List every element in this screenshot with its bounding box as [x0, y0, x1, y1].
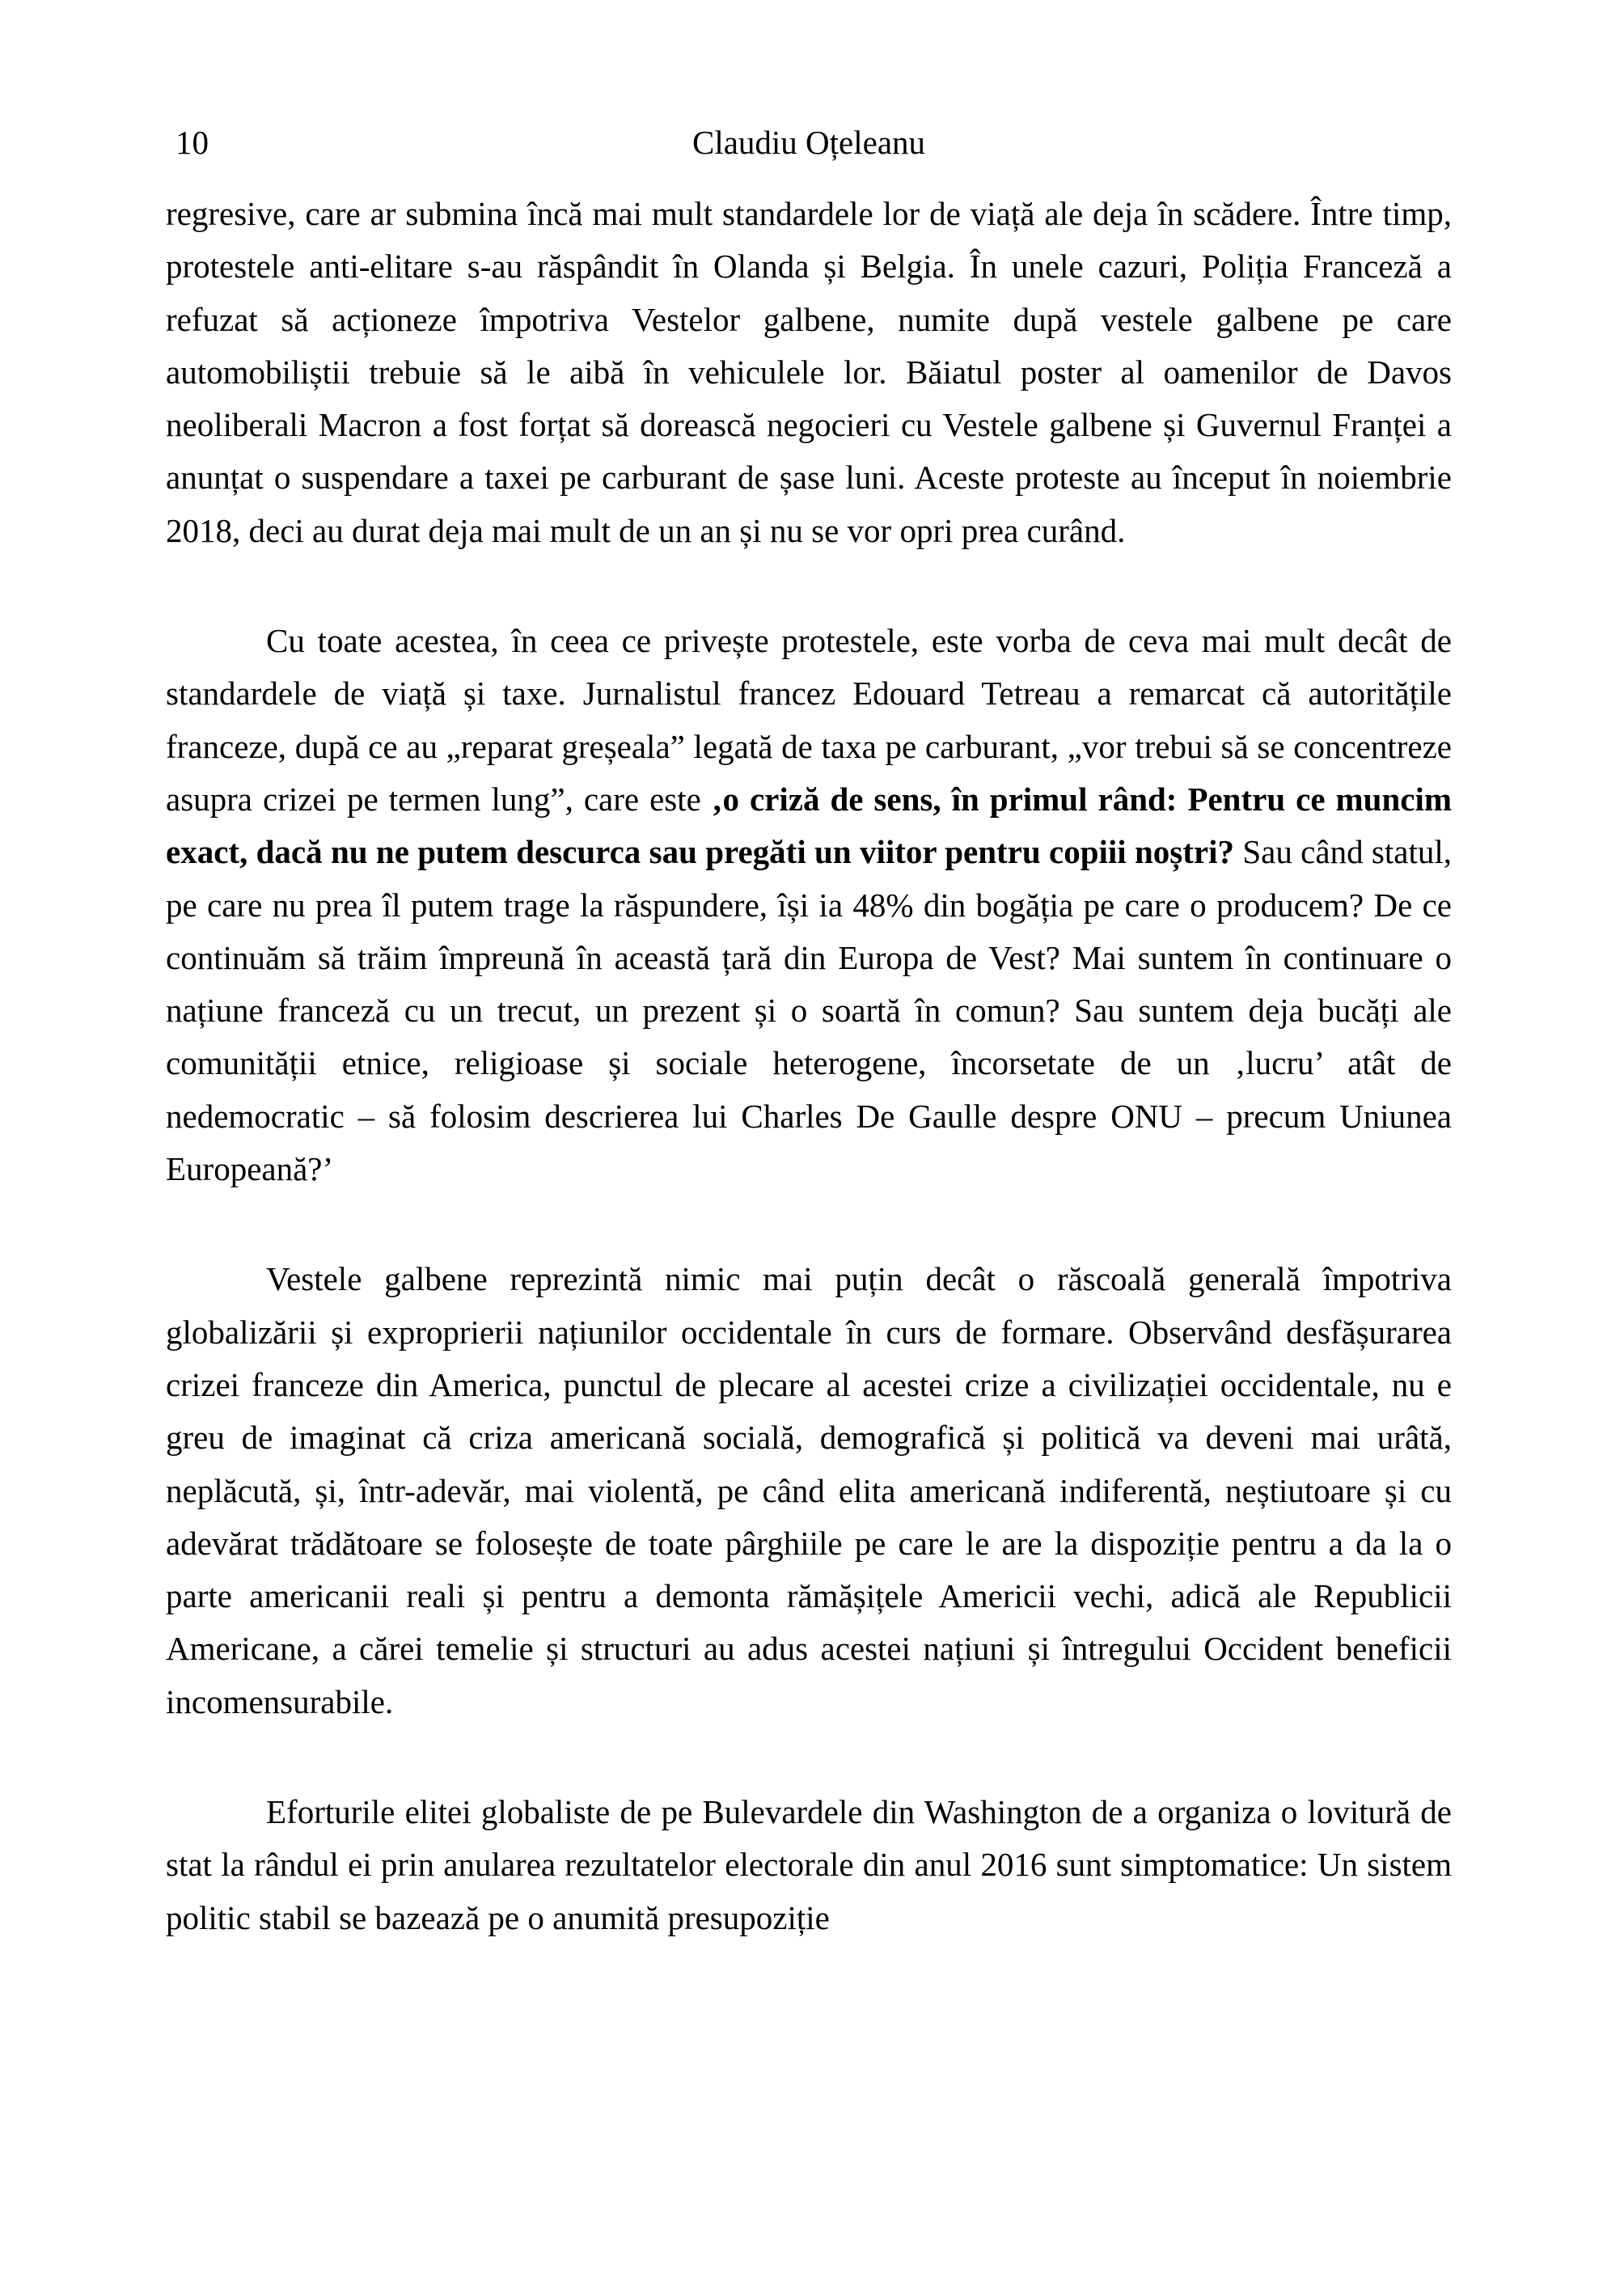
- text-segment: Eforturile elitei globaliste de pe Bulevardele din Washington de a organiza o lovitură de stat la rândul ei prin anularea rezultatelor electorale din anul 2016 sunt simptomatice: Un sistem politic stabil se bazează pe o anumită presupoziție: [166, 1793, 1452, 1936]
- text-segment: Vestele galbene reprezintă nimic mai puțin decât o răscoală generală împotriva globalizării și exproprierii națiunilor occidentale în curs de formare. Observând desfășurarea crizei franceze din America, punctul de plecare al acestei crize a civilizației occidentale, nu e greu de imaginat că criza americană socială, demografică și politică va deveni mai urâtă, neplăcută, și, într-adevăr, mai violentă, pe când elita americană indiferentă, neștiutoare și cu adevărat trădătoare se folosește de toate pârghiile pe care le are la dispoziție pentru a da la o parte americanii reali și pentru a demonta rămășițele Americii vechi, adică ale Republicii Americane, a cărei temelie și structuri au adus acestei națiuni și întregului Occident beneficii incomensurabile.: [166, 1260, 1452, 1720]
- page-number: 10: [176, 124, 209, 161]
- text-segment: Sau când statul, pe care nu prea îl putem trage la răspundere, își ia 48% din bogăția pe care o producem? De ce continuăm să trăim împreună în această țară din Europa de Vest? Mai suntem în continuare o națiune franceză cu un trecut, un prezent și o soartă în comun? Sau suntem deja bucăți ale comunității etnice, religioase și sociale heterogene, încorsetate de un ‚lucru’ atât de nedemocratic – să folosim descrierea lui Charles De Gaulle despre ONU – precum Uniunea Europeană?’: [166, 833, 1452, 1188]
- paragraph: [166, 1786, 1452, 1944]
- bold-text-segment: ‚o criză de sens, în primul rând: Pentru ce muncim exact, dacă nu ne putem descurca sau pregăti un viitor pentru copiii noștri?: [166, 780, 1453, 871]
- text-segment: Cu toate acestea, în ceea ce privește protestele, este vorba de ceva mai mult decât de standardele de viață și taxe. Jurnalistul francez Edouard Tetreau a remarcat că autoritățile franceze, după ce au „reparat greșeala” legată de taxa pe carburant, „vor trebui să se concentreze asupra crizei pe termen lung”, care este: [166, 622, 1452, 818]
- text-segment: regresive, care ar submina încă mai mult standardele lor de viață ale deja în scădere. Între timp, protestele anti-elitare s-au răspândit în Olanda și Belgia. În unele cazuri, Poliția Franceză a refuzat să acționeze împotriva Vestelor galbene, numite după vestele galbene pe care automobiliștii trebuie să le aibă în vehiculele lor. Băiatul poster al oamenilor de Davos neoliberali Macron a fost forțat să dorească negocieri cu Vestele galbene și Guvernul Franței a anunțat o suspendare a taxei pe carburant de șase luni. Aceste proteste au început în noiembrie 2018, deci au durat deja mai mult de un an și nu se vor opri prea curând.: [166, 195, 1452, 549]
- paragraph: [166, 615, 1452, 1195]
- running-header: [166, 121, 1452, 163]
- paragraph: [166, 1253, 1452, 1728]
- paragraph: [166, 188, 1452, 557]
- running-header-author: Claudiu Oțeleanu: [691, 124, 926, 161]
- body-text: [166, 188, 1452, 2002]
